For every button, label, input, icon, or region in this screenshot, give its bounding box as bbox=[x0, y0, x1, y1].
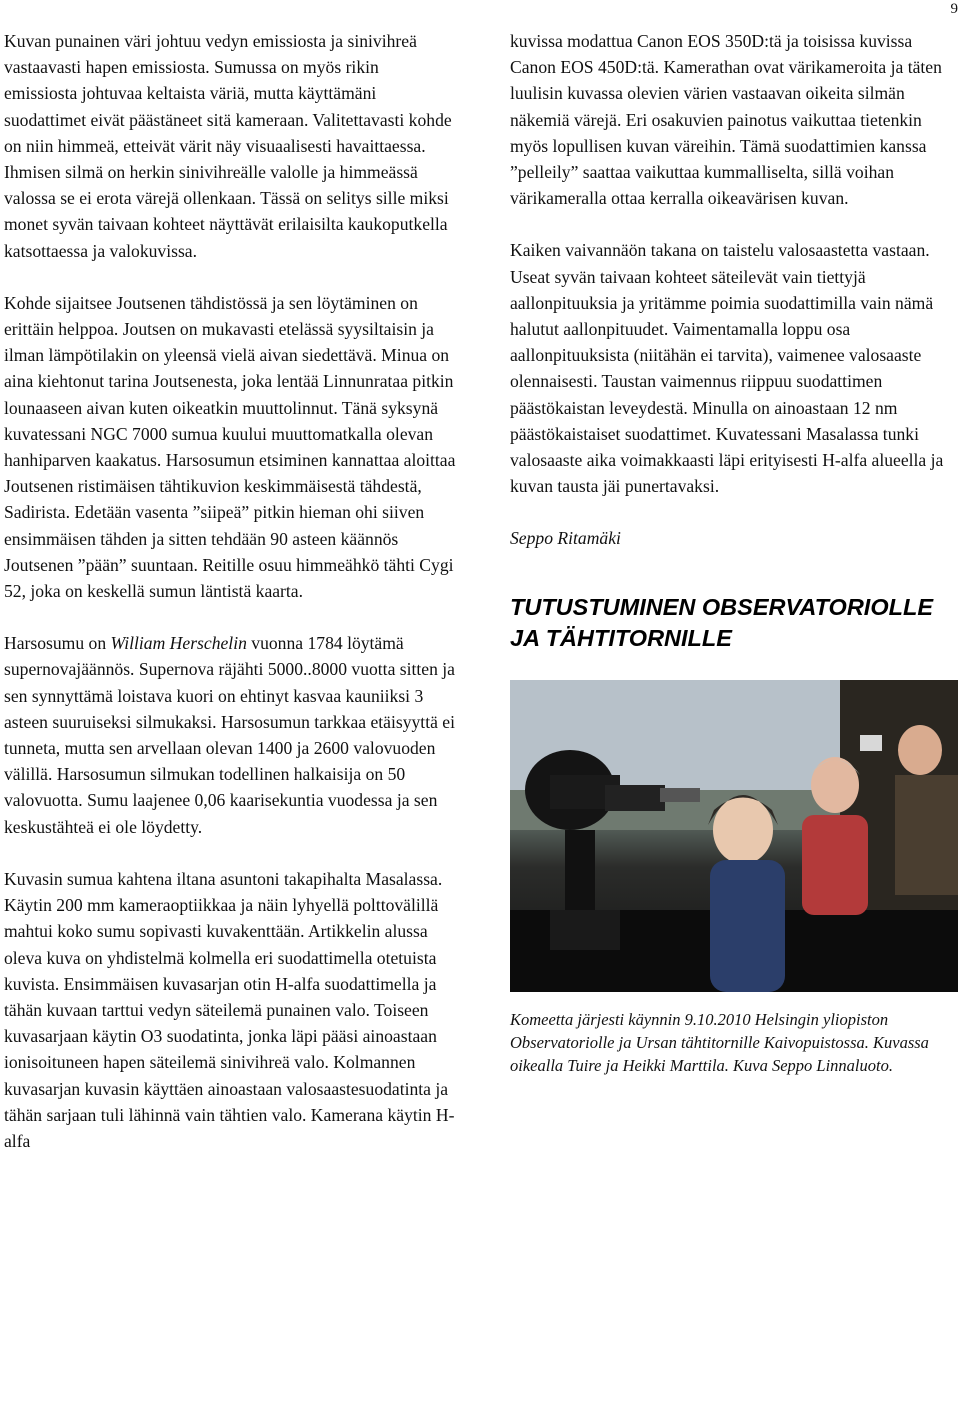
left-column bbox=[4, 28, 456, 1154]
page-number: 9 bbox=[950, 1, 958, 17]
paragraph-imaging: Kuvasin sumua kahtena iltana asuntoni takapihalta Masalassa. Käytin 200 mm kameraoptiikkaa ja näin lyhyellä polttovälillä mahtui koko sumu sopivasti kuvakenttään. Artikkelin alussa oleva kuva on yhdistelmä kolmella eri suodattimella otetuista kuvista. Ensimmäisen kuvasarjan otin H-alfa suodattimella ja tähän kuvaan tarttui vedyn säteilemä punainen valo. Toiseen kuvasarjaan käytin O3 suodatinta, jonka läpi pääsi ainoastaan ionisoituneen hapen säteilemä sinivihreä valo. Kolmannen kuvasarjan kuvasin käyttäen ainoastaan valosaastesuodatinta ja tähän sarjaan tuli lähinnä vain tähtien valo. Kamerana käytin H-alfa bbox=[4, 868, 455, 1151]
observatory-photo bbox=[510, 680, 958, 992]
paragraph-history: Harsosumu on William Herschelin vuonna 1784 löytämä supernovajäännös. Supernova räjähti 5000..8000 vuotta sitten ja sen synnyttämä loistava kuori on ehtinyt kasvaa kauniiksi 3 asteen suuruiseksi silmukaksi. Harsosumun tarkkaa etäisyyttä ei tunneta, mutta sen arvellaan olevan 1400 ja 2600 valovuoden välillä. Harsosumun silmukan todellinen halkaisija on 50 valovuotta. Sumu laajenee 0,06 kaarisekuntia vuodessa ja sen keskustähteä ei ole löydetty. bbox=[4, 633, 455, 837]
paragraph-colors: Kuvan punainen väri johtuu vedyn emissiosta ja sinivihreä vastaavasti hapen emissiosta. Sumussa on myös rikin emissiosta johtuvaa keltaista väriä, mutta käyttämäni suodattimet eivät päästäneet sitä kameraan. Valitettavasti kohde on niin himmeä, etteivät värit näy visuaalisesti havaittaessa. Ihmisen silmä on herkin sinivihreälle valolle ja himmeässä valossa se ei erota värejä ollenkaan. Tässä on selitys sille miksi monet syvän taivaan kohteet näyttävät erilaisilta kaukoputkella katsottaessa ja valokuvissa. bbox=[4, 31, 452, 261]
paragraph-light-pollution: Kaiken vaivannäön takana on taistelu valosaastetta vastaan. Useat syvän taivaan kohteet säteilevät vain tiettyjä aallonpituuksia ja yritämme poimia suodattimilla vain nämä halutut aallonpituudet. Vaimentamalla loppu osa aallonpituuksista (niitähän ei tarvita), vaimenee valosaaste olennaisesti. Taustan vaimennus riippuu suodattimen päästökaistan leveydestä. Minulla on ainoastaan 12 nm päästökaistaiset suodattimet. Kuvatessani Masalassa tunki valosaaste aika voimakkaasti läpi erityisesti H-alfa alueella ja kuvan tausta jäi punertavaksi. bbox=[510, 240, 944, 497]
section-heading: TUTUSTUMINEN OBSERVATORIOLLE JA TÄHTITORNILLE bbox=[510, 593, 933, 651]
photo-caption: Komeetta järjesti käynnin 9.10.2010 Helsingin yliopiston Observatoriolle ja Ursan tähtitornille Kaivopuistossa. Kuvassa oikealla Tuire ja Heikki Marttila. Kuva Seppo Linnaluoto. bbox=[510, 1009, 929, 1075]
herschel-name: William Herschelin bbox=[110, 633, 247, 654]
paragraph-cameras: kuvissa modattua Canon EOS 350D:tä ja toisissa kuvissa Canon EOS 450D:tä. Kamerathan ovat värikameroita ja täten luulisin kuvassa olevien värien vastaavan oikeita silmän näkemiä värejä. Eri osakuvien painotus vaikuttaa tietenkin myös lopullisen kuvan väreihin. Tämä suodattimien kanssa ”pelleily” saattaa vaikuttaa kummalliselta, sillä voihan värikameralla ottaa kerralla oikeavärisen kuvan. bbox=[510, 31, 942, 209]
photo-illustration bbox=[510, 680, 958, 992]
paragraph-location: Kohde sijaitsee Joutsenen tähdistössä ja sen löytäminen on erittäin helppoa. Joutsen on mukavasti etelässä syysiltaisin ja ilman lämpötilakin on yleensä vielä aivan siedettävä. Minua on aina kiehtonut tarina Joutsenesta, joka lentää Linnunrataa pitkin lounaaseen aivan kuten oikeatkin muuttolinnut. Tänä syksynä kuvatessani NGC 7000 sumua kuului muuttomatkalla olevan hanhiparven kaakatus. Harsosumun etsiminen kannattaa aloittaa Joutsenen ristimäisen tähtikuvion keskimmäisestä tähdestä, Sadirista. Edetään vasenta ”siipeä” pitkin hieman ohi siiven ensimmäisen tähden ja sitten tehdään 90 asteen käännös Joutsenen ”pään” suuntaan. Reitille osuu himmeähkö tähti Cygi 52, joka on keskellä sumun läntistä kaarta. bbox=[4, 292, 456, 602]
right-column bbox=[510, 28, 958, 1077]
author-signature: Seppo Ritamäki bbox=[510, 528, 621, 549]
